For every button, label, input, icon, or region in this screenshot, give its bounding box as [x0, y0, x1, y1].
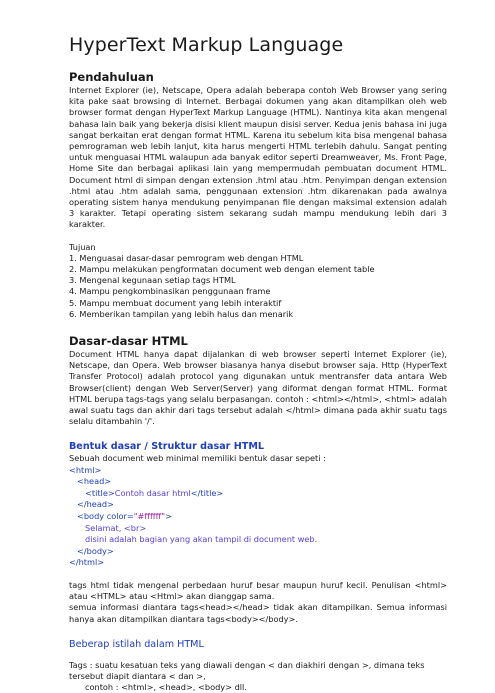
intro-paragraph: Internet Explorer (ie), Netscape, Opera adalah beberapa contoh Web Browser yang sering kita pake saat browsing di Internet. Berbagai dokumen yang akan ditampilkan oleh web browser format dengan HyperText Markup Language (HTML). Nantinya kita akan mengenal bahasa lain baik yang bekerja disisi klient maupun disisi server. Kedua jenis bahasa ini juga sangat berkaitan erat dengan format HTML. Karena itu sebelum kita bisa mengenal bahasa pemrograman web lebih lanjut, kita harus mengerti HTML terlebih dahulu. Sangat penting untuk menguasai HTML walaupun ada banyak editor seperti Dreamweaver, Ms. Front Page, Home Site dan berbagai aplikasi lain yang mempermudah pembuatan document HTML. Document html di simpan dengan extension .html atau .htm. Penyimpan dengan extension .html atau .htm adalah sama, penggunaan extension .htm dikarenakan pada awalnya operating sistem hanya mendukung penyimpanan file dengan maksimal extension adalah 3 karakter. Tetapi operating sistem sekarang sudah mampu mendukung lebih dari 3 karakter. — [69, 85, 447, 230]
terms-heading: Beberap istilah dalam HTML — [69, 638, 204, 650]
structure-note-case: tags html tidak mengenal perbedaan huruf besar maupun huruf kecil. Penulisan <html> atau <HTML> atau <Html> akan dianggap sama. — [69, 580, 447, 602]
code-line: Selamat, <br> — [85, 522, 147, 533]
term-tags-definition: Tags : suatu kesatuan teks yang diawali dengan < dan diakhiri dengan >, dimana teks tersebut diapit diantara < dan >, — [69, 659, 425, 682]
terms-section — [69, 639, 447, 693]
code-line: <head> — [77, 476, 112, 487]
list-item: 4. Mampu pengkombinasikan penggunaan frame — [69, 286, 271, 297]
structure-section — [69, 441, 447, 624]
code-token: > — [165, 511, 172, 522]
goals-list — [69, 253, 447, 320]
intro-heading: Pendahuluan — [69, 70, 154, 84]
list-item: 3. Mengenal kegunaan setiap tags HTML — [69, 275, 236, 286]
list-item: 6. Memberikan tampilan yang lebih halus dan menarik — [69, 308, 294, 319]
code-line: disini adalah bagian yang akan tampil di document web. — [85, 534, 318, 545]
code-line: </head> — [77, 499, 114, 510]
code-token: "#ffffff" — [133, 511, 166, 522]
basics-section — [69, 334, 447, 427]
code-line: </html> — [69, 557, 105, 568]
goals-label: Tujuan — [69, 241, 96, 252]
basics-heading: Dasar-dasar HTML — [69, 334, 188, 349]
code-token: <body color= — [77, 511, 134, 522]
list-item: 2. Mampu melakukan pengformatan document web dengan element table — [69, 264, 375, 275]
basics-paragraph: Document HTML hanya dapat dijalankan di web browser seperti Internet Explorer (ie), Netscape, dan Opera. Web browser biasanya hanya disebut browser saja. Http (HyperText Transfer Protocol) adalah protocol yang digunakan untuk mentransfer data antara Web Browser(client) dengan Web Server(Server) yang diformat dengan format HTML. Format HTML berupa tags-tags yang selalu berpasangan. contoh : <html></html>, <html> adalah awal suatu tags dan akhir dari tags tersebut adalah </html> dimana pada akhir suatu tags selalu ditambahin '/'. — [69, 349, 447, 427]
page-title: HyperText Markup Language — [69, 34, 344, 56]
structure-heading: Bentuk dasar / Struktur dasar HTML — [69, 441, 264, 453]
list-item: 1. Menguasai dasar-dasar pemrogram web dengan HTML — [69, 252, 304, 263]
list-item: 5. Mampu membuat document yang lebih interaktif — [69, 297, 282, 308]
structure-note-head-body: semua informasi diantara tags<head></head> tidak akan ditampilkan. Semua informasi hanya akan ditampilkan diantara tags<body></body>. — [69, 602, 447, 624]
code-example — [69, 465, 447, 569]
structure-intro: Sebuah document web minimal memiliki bentuk dasar sepeti : — [69, 453, 326, 464]
term-tags-example: contoh : <html>, <head>, <body> dll. — [85, 682, 247, 693]
code-line: </body> — [77, 545, 114, 556]
code-token: Contoh dasar html — [114, 487, 191, 498]
goals-section — [69, 242, 447, 320]
code-token: <title> — [85, 487, 115, 498]
code-line: <html> — [69, 464, 102, 475]
intro-section — [69, 70, 447, 231]
code-token: </title> — [190, 487, 224, 498]
